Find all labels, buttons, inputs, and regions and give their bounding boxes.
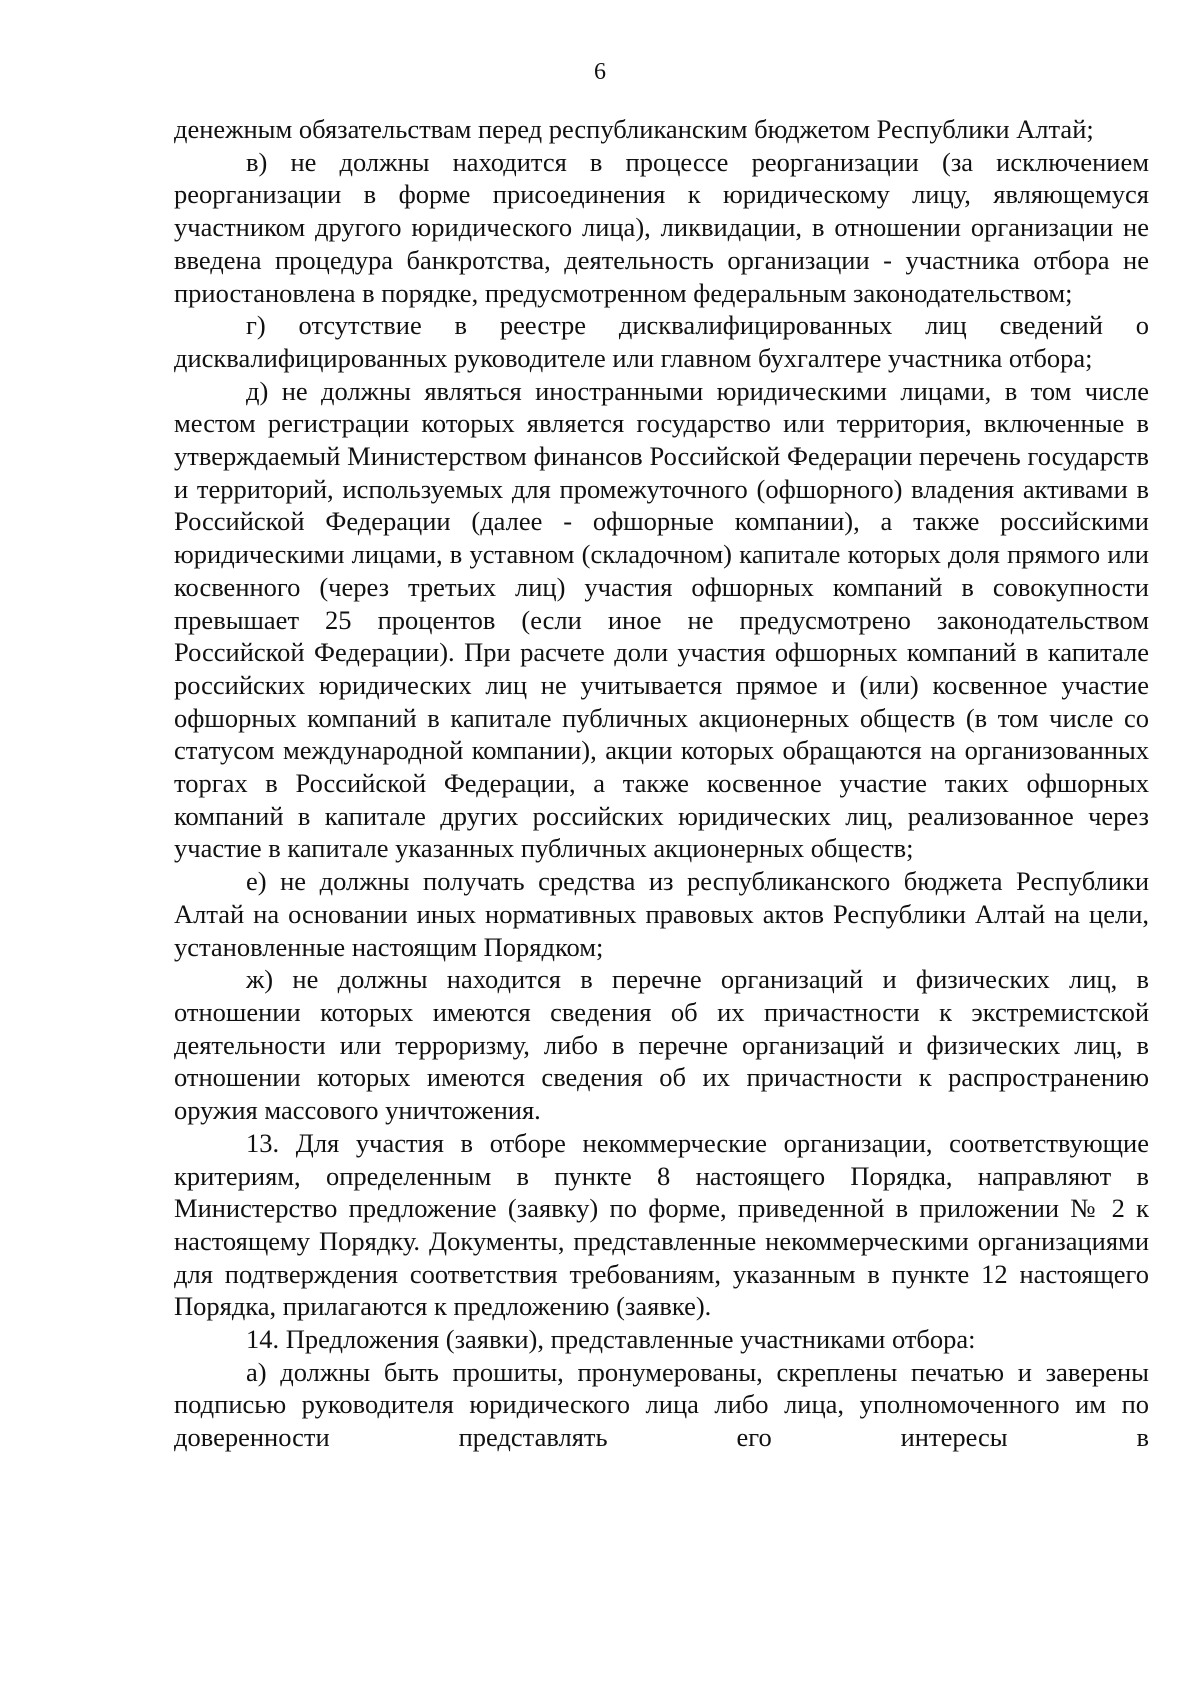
page-number: 6 xyxy=(594,59,606,85)
document-body xyxy=(174,113,1149,1454)
paragraph-clause-14: 14. Предложения (заявки), представленные участниками отбора: xyxy=(246,1324,976,1355)
paragraph-item-zh: ж) не должны находится в перечне организаций и физических лиц, в отношении которых имеются сведения об их причастности к экстремистской деятельности или терроризму, либо в перечне организаций и физических лиц, в отношении которых имеются сведения об их причастности к распространению оружия массового уничтожения. xyxy=(174,964,1149,1126)
paragraph-item-d: д) не должны являться иностранными юридическими лицами, в том числе местом регистрации которых является государство или территория, включенные в утверждаемый Министерством финансов Российской Федерации перечень государств и территорий, используемых для промежуточного (офшорного) владения активами в Российской Федерации (далее - офшорные компании), а также российскими юридическими лицами, в уставном (складочном) капитале которых доля прямого или косвенного (через третьих лиц) участия офшорных компаний в совокупности превышает 25 процентов (если иное не предусмотрено законодательством Российской Федерации). При расчете доли участия офшорных компаний в капитале российских юридических лиц не учитывается прямое и (или) косвенное участие офшорных компаний в капитале публичных акционерных обществ (в том числе со статусом международной компании), акции которых обращаются на организованных торгах в Российской Федерации, а также косвенное участие таких офшорных компаний в капитале других российских юридических лиц, реализованное через участие в капитале указанных публичных акционерных обществ; xyxy=(174,375,1149,864)
paragraph-clause-13: 13. Для участия в отборе некоммерческие организации, соответствующие критериям, определенным в пункте 8 настоящего Порядка, направляют в Министерство предложение (заявку) по форме, приведенной в приложении № 2 к настоящему Порядку. Документы, представленные некоммерческими организациями для подтверждения соответствия требованиям, указанным в пункте 12 настоящего Порядка, прилагаются к предложению (заявке). xyxy=(174,1127,1149,1322)
paragraph-item-e: е) не должны получать средства из республиканского бюджета Республики Алтай на основании иных нормативных правовых актов Республики Алтай на цели, установленные настоящим Порядком; xyxy=(174,866,1149,962)
paragraph-continuation: денежным обязательствам перед республиканским бюджетом Республики Алтай; xyxy=(174,114,1094,144)
paragraph-item-v: в) не должны находится в процессе реорганизации (за исключением реорганизации в форме присоединения к юридическому лицу, являющемуся участником другого юридического лица), ликвидации, в отношении организации не введена процедура банкротства, деятельность организации - участника отбора не приостановлена в порядке, предусмотренном федеральным законодательством; xyxy=(174,146,1149,308)
paragraph-item-a: а) должны быть прошиты, пронумерованы, скреплены печатью и заверены подписью руководителя юридического лица либо лица, уполномоченного им по доверенности представлять его интересы в xyxy=(174,1356,1149,1453)
paragraph-item-g: г) отсутствие в реестре дисквалифицированных лиц сведений о дисквалифицированных руководителе или главном бухгалтере участника отбора; xyxy=(174,310,1149,373)
